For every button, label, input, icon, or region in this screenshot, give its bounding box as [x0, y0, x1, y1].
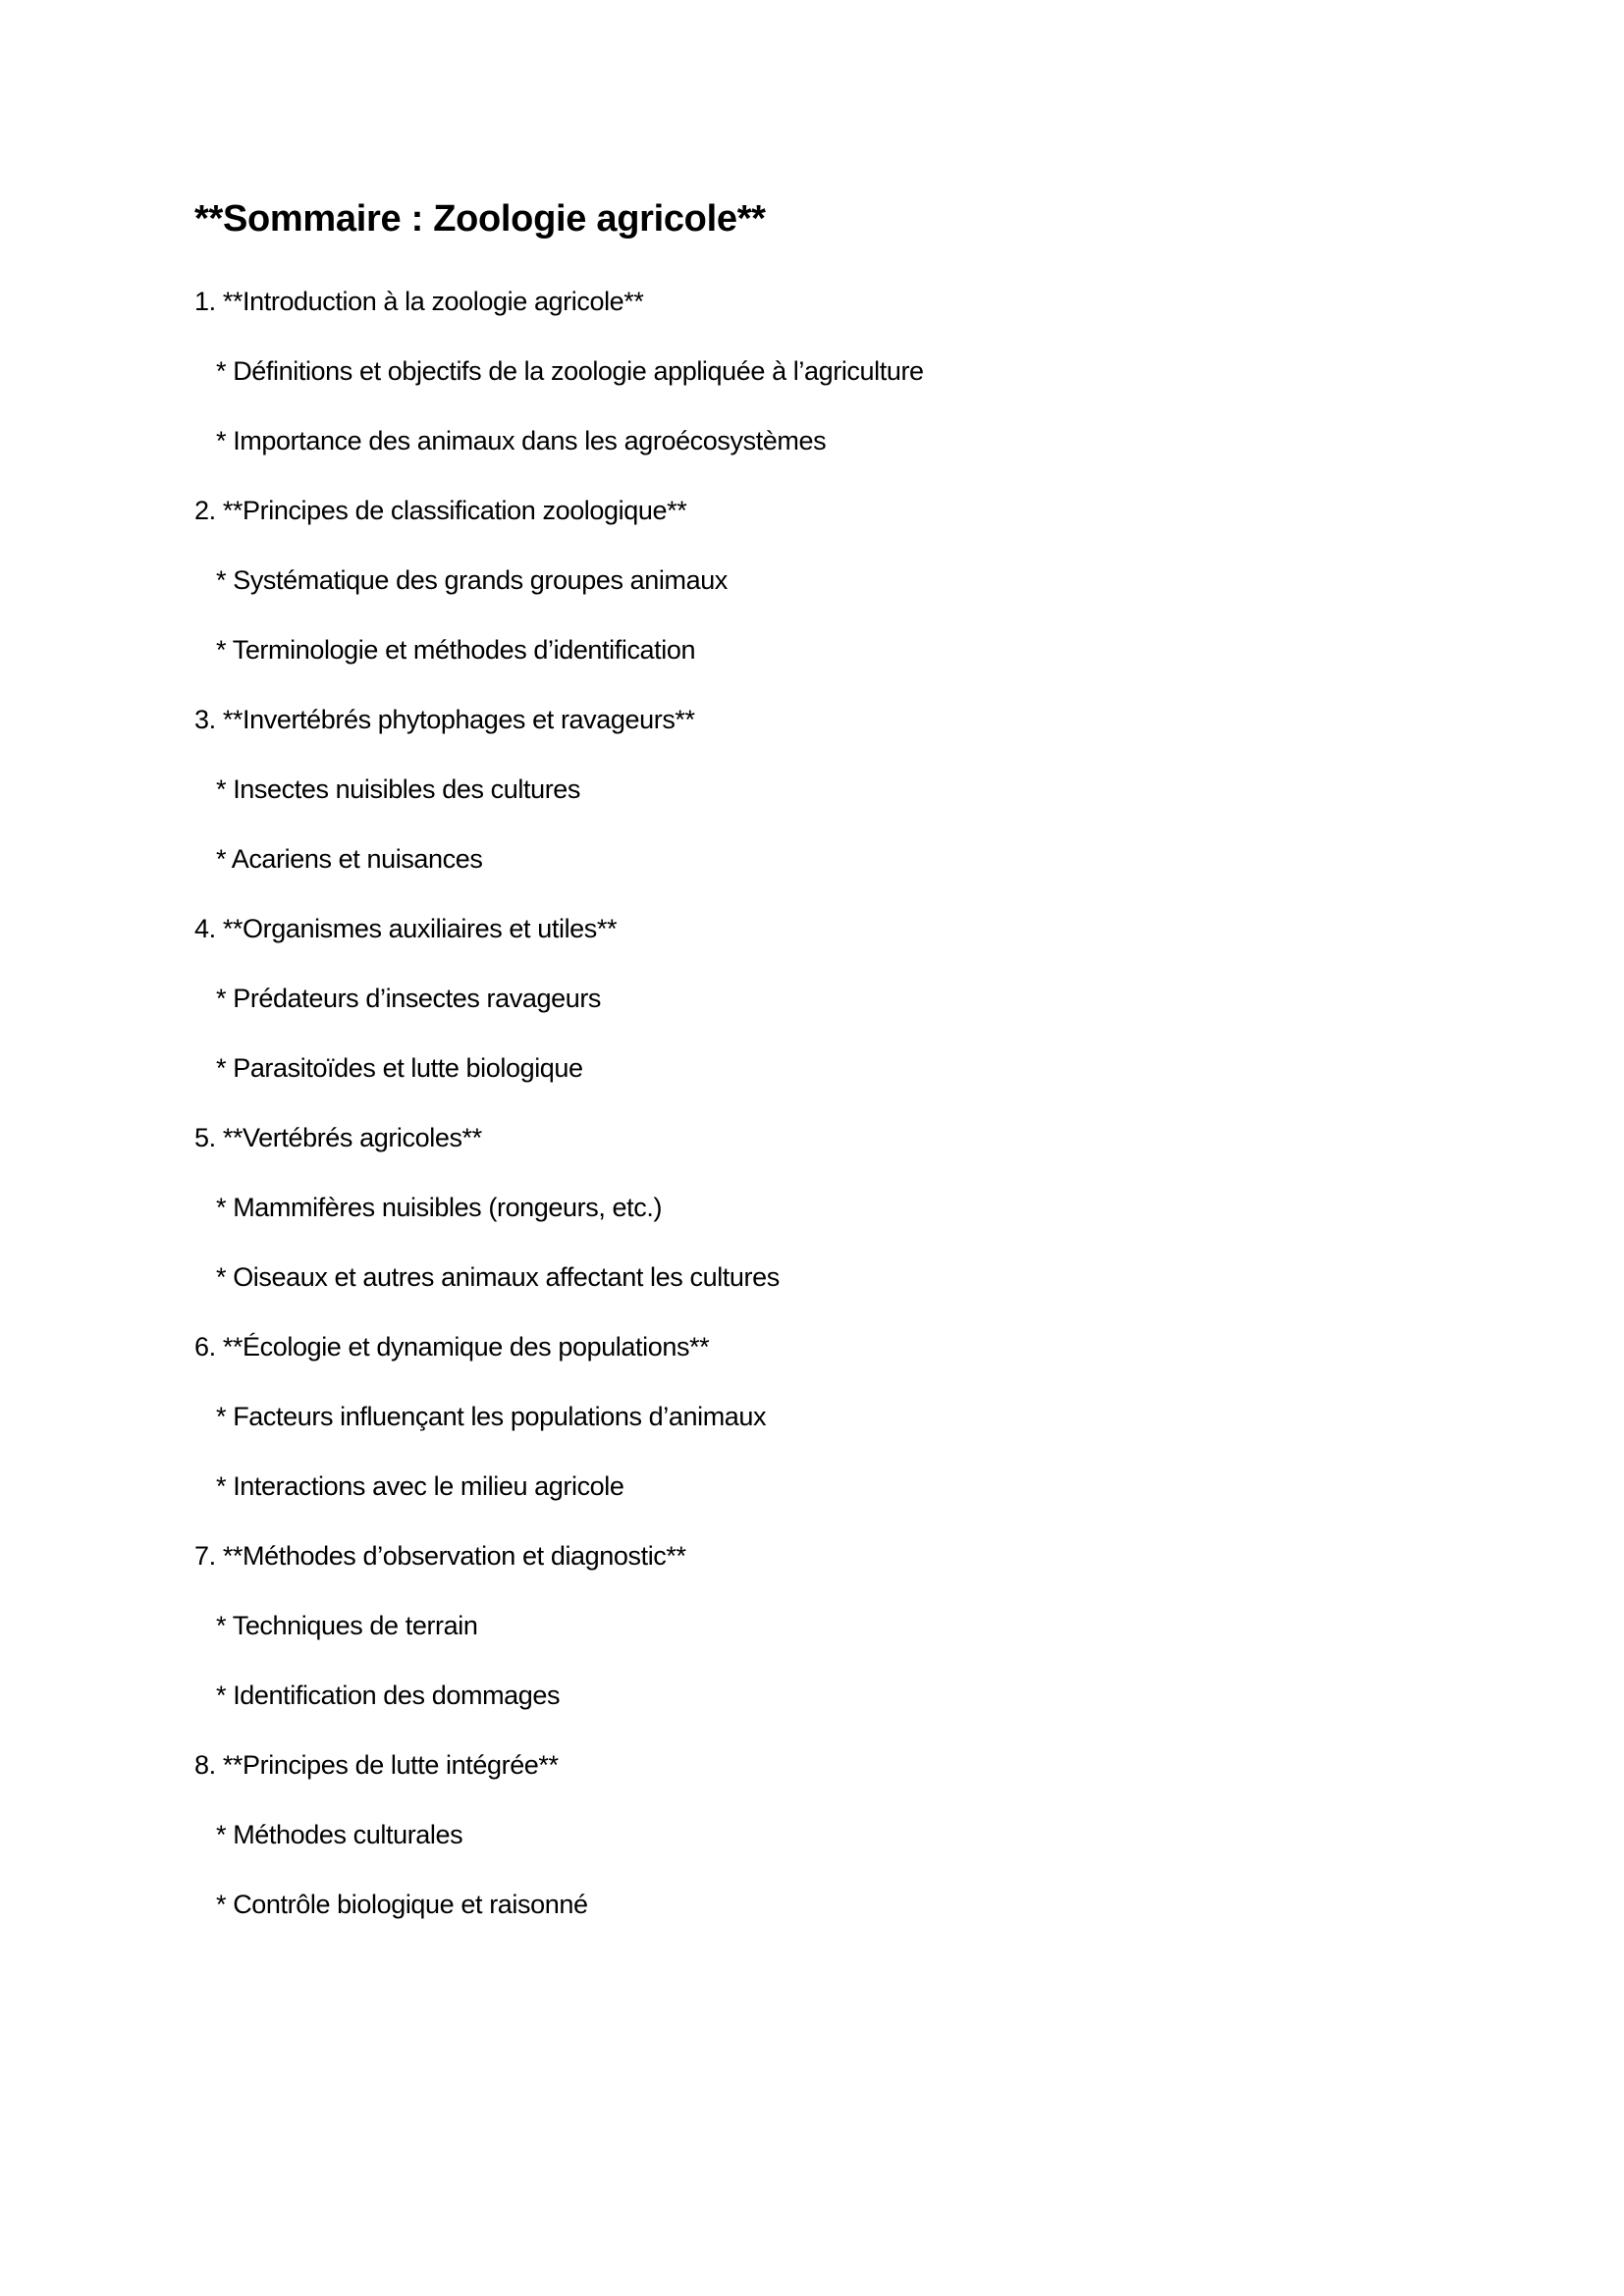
toc-subitem: * Insectes nuisibles des cultures: [216, 774, 580, 804]
toc-section-heading: 1. **Introduction à la zoologie agricole**: [194, 287, 644, 316]
toc-subitem: * Contrôle biologique et raisonné: [216, 1890, 588, 1919]
toc-section-heading: 5. **Vertébrés agricoles**: [194, 1123, 482, 1152]
toc-subitem: * Acariens et nuisances: [216, 844, 483, 874]
toc-subitem: * Interactions avec le milieu agricole: [216, 1471, 624, 1501]
toc-subitem: * Parasitoïdes et lutte biologique: [216, 1053, 583, 1083]
toc-subitem: * Définitions et objectifs de la zoologie appliquée à l’agriculture: [216, 356, 924, 386]
toc-subitem: * Oiseaux et autres animaux affectant les cultures: [216, 1262, 780, 1292]
toc-subitem: * Prédateurs d’insectes ravageurs: [216, 984, 602, 1013]
toc-section-heading: 3. **Invertébrés phytophages et ravageurs**: [194, 705, 695, 734]
document-title: **Sommaire : Zoologie agricole**: [194, 198, 766, 240]
toc-subitem: * Systématique des grands groupes animaux: [216, 565, 728, 595]
toc-section-heading: 8. **Principes de lutte intégrée**: [194, 1750, 559, 1780]
toc-subitem: * Terminologie et méthodes d’identification: [216, 635, 696, 665]
toc-subitem: * Mammifères nuisibles (rongeurs, etc.): [216, 1193, 663, 1222]
toc-section-heading: 6. **Écologie et dynamique des populations**: [194, 1332, 710, 1362]
toc-subitem: * Techniques de terrain: [216, 1611, 478, 1640]
toc-subitem: * Importance des animaux dans les agroécosystèmes: [216, 426, 827, 455]
toc-subitem: * Méthodes culturales: [216, 1820, 463, 1849]
toc-subitem: * Identification des dommages: [216, 1681, 561, 1710]
toc-section-heading: 2. **Principes de classification zoologique**: [194, 496, 687, 525]
toc-section-heading: 4. **Organismes auxiliaires et utiles**: [194, 914, 618, 943]
toc-subitem: * Facteurs influençant les populations d’animaux: [216, 1402, 767, 1431]
toc-section-heading: 7. **Méthodes d’observation et diagnostic**: [194, 1541, 686, 1571]
table-of-contents: [194, 283, 1432, 1955]
